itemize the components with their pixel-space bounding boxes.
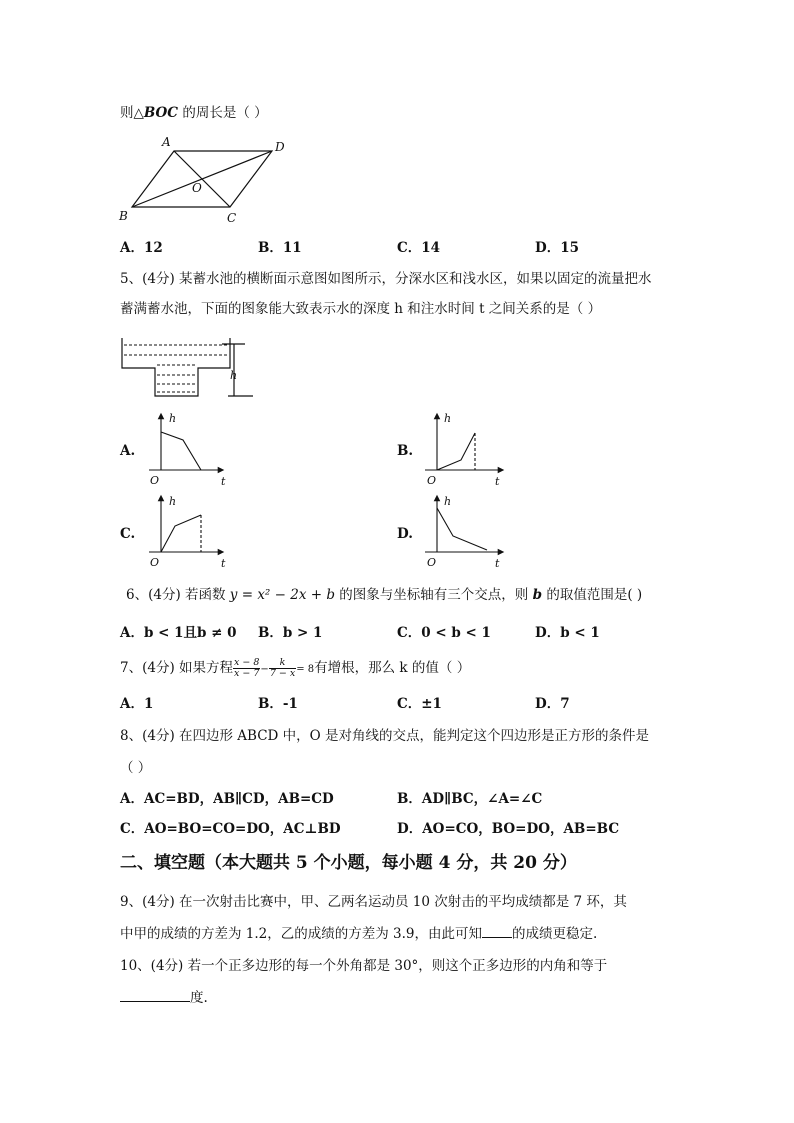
graph-c[interactable] — [145, 492, 235, 572]
q7-frac1-denominator: x − 7 — [234, 668, 260, 679]
q8-option-b[interactable]: B．AD∥BC，∠A=∠C — [397, 791, 543, 807]
q8-option-a[interactable]: A．AC=BD，AB∥CD，AB=CD — [120, 791, 334, 807]
graph-a-t-label: t — [221, 475, 226, 488]
graph-d-o-label: O — [427, 556, 437, 569]
q7-fraction-1 — [233, 658, 260, 679]
q6-option-a[interactable]: A．b < 1且b ≠ 0 — [120, 625, 237, 641]
q9-line-1: 9、(4分) 在一次射击比赛中，甲、乙两名运动员 10 次射击的平均成绩都是 7 环，其 — [120, 894, 627, 910]
q8-line-1: 8、(4分) 在四边形 ABCD 中，O 是对角线的交点，能判定这个四边形是正方形的条件是 — [120, 728, 650, 744]
q6-question — [126, 586, 642, 604]
q6-option-d[interactable]: D．b < 1 — [535, 625, 600, 641]
q8-option-d[interactable]: D．AO=CO，BO=DO，AB=BC — [397, 821, 620, 837]
graph-d-h-label: h — [444, 495, 452, 508]
graph-c-curve — [161, 515, 201, 552]
q7-equals: = 8 — [296, 664, 315, 675]
q6-prefix: 6、(4分) 若函数 — [126, 587, 230, 603]
q7-option-b[interactable]: B．-1 — [258, 696, 298, 712]
q4-prefix: 则△ — [120, 105, 144, 121]
q4-option-c[interactable]: C．14 — [397, 240, 441, 256]
graph-a[interactable] — [145, 410, 235, 490]
q4-question-tail — [120, 104, 268, 122]
q4-suffix: 的周长是（ ） — [178, 105, 268, 121]
q9-answer-blank[interactable] — [482, 937, 512, 938]
graph-d-t-label: t — [495, 557, 500, 570]
graph-a-o-label: O — [150, 474, 160, 487]
q9-line-2 — [120, 925, 597, 943]
vertex-a-label: A — [162, 135, 171, 149]
q4-option-b[interactable]: B．11 — [258, 240, 302, 256]
q10-line-2 — [120, 989, 208, 1007]
graph-d-curve — [437, 508, 487, 550]
q7-fraction-2 — [269, 658, 296, 679]
q5-option-a[interactable]: A. — [120, 443, 136, 459]
q9-line-2-prefix: 中甲的成绩的方差为 1.2，乙的成绩的方差为 3.9，由此可知 — [120, 926, 483, 942]
q8-option-c[interactable]: C．AO=BO=CO=DO，AC⊥BD — [120, 821, 341, 837]
graph-a-curve — [161, 432, 201, 470]
section-2-title: 二、填空题（本大题共 5 个小题，每小题 4 分，共 20 分） — [120, 853, 577, 873]
q5-line-2: 蓄满蓄水池，下面的图象能大致表示水的深度 h 和注水时间 t 之间关系的是（ ） — [120, 301, 602, 317]
vertex-d-label: D — [275, 140, 285, 154]
parallelogram-figure — [112, 132, 302, 228]
pool-outline — [122, 338, 230, 396]
q7-frac2-numerator: k — [269, 658, 296, 669]
q9-line-2-suffix: 的成绩更稳定. — [512, 926, 598, 942]
q7-question — [120, 658, 470, 679]
graph-c-o-label: O — [150, 556, 160, 569]
q5-option-b[interactable]: B. — [397, 443, 414, 459]
graph-b-h-label: h — [444, 412, 452, 425]
q5-option-c[interactable]: C. — [120, 526, 136, 542]
vertex-c-label: C — [227, 211, 237, 225]
q7-option-c[interactable]: C．±1 — [397, 696, 442, 712]
q7-frac2-denominator: 7 − x — [269, 668, 296, 679]
q10-line-1: 10、(4分) 若一个正多边形的每一个外角都是 30°，则这个正多边形的内角和等于 — [120, 958, 608, 974]
q4-var: BOC — [143, 105, 179, 121]
q10-answer-blank[interactable] — [120, 1001, 190, 1002]
q6-option-c[interactable]: C．0 < b < 1 — [397, 625, 491, 641]
q7-prefix: 7、(4分) 如果方程 — [120, 660, 234, 676]
q7-minus: − — [260, 664, 269, 675]
vertex-b-label: B — [119, 209, 128, 223]
q6-function: y = x² − 2x + b — [229, 587, 335, 603]
pool-h-label: h — [230, 369, 238, 382]
q7-frac1-numerator: x − 8 — [234, 657, 260, 668]
graph-b-t-label: t — [495, 475, 500, 488]
q5-option-d[interactable]: D. — [397, 526, 413, 542]
q6-option-b[interactable]: B．b > 1 — [258, 625, 323, 641]
q4-option-a[interactable]: A．12 — [120, 240, 163, 256]
q7-option-a[interactable]: A．1 — [120, 696, 154, 712]
q10-line-2-suffix: 度. — [190, 990, 208, 1006]
graph-d[interactable] — [425, 492, 515, 572]
q6-mid: 的图象与坐标轴有三个交点，则 — [334, 587, 533, 603]
graph-b-o-label: O — [427, 474, 437, 487]
pool-cross-section — [118, 336, 253, 401]
q4-option-d[interactable]: D．15 — [535, 240, 579, 256]
graph-b-curve — [437, 433, 475, 470]
q5-line-1: 5、(4分) 某蓄水池的横断面示意图如图所示，分深水区和浅水区，如果以固定的流量把水 — [120, 271, 652, 287]
graph-c-t-label: t — [221, 557, 226, 570]
q8-line-2: （ ） — [120, 760, 152, 776]
center-o-label: O — [192, 181, 202, 195]
graph-a-h-label: h — [169, 412, 177, 425]
q7-option-d[interactable]: D．7 — [535, 696, 570, 712]
q6-var: b — [532, 587, 543, 603]
q6-suffix: 的取值范围是( ) — [542, 587, 643, 603]
graph-b[interactable] — [425, 410, 515, 490]
graph-c-h-label: h — [169, 495, 177, 508]
q7-suffix: 有增根，那么 k 的值（ ） — [314, 660, 471, 676]
